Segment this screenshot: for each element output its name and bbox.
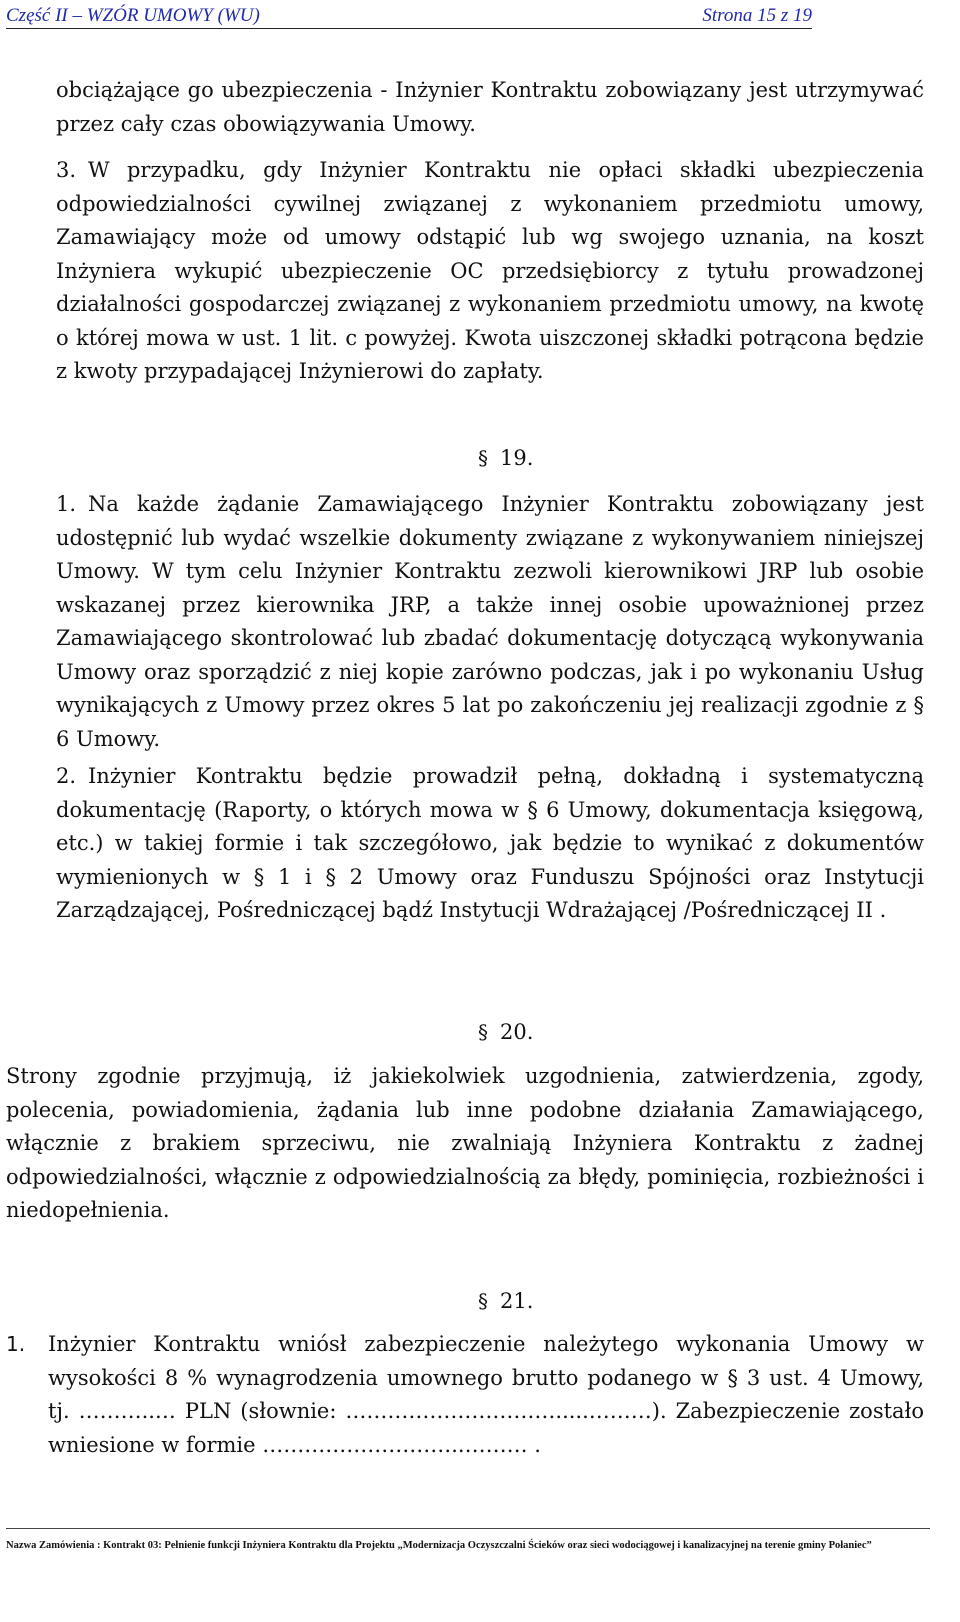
document-part-title: Część II – WZÓR UMOWY (WU) — [6, 5, 260, 26]
paragraph-item-3-text: W przypadku, gdy Inżynier Kontraktu nie opłaci składki ubezpieczenia odpowiedzialności cywilnej związanej z wykonaniem przedmiotu umowy, Zamawiający może od umowy odstąpić lub wg swojego uznania, na koszt Inżyniera wykupić ubezpieczenie OC przedsiębiorcy z tytułu prowadzonej działalności gospodarczej związanej z wykonaniem przedmiotu umowy, na kwotę o której mowa w ust. 1 lit. c powyżej. Kwota uiszczonej składki potrącona będzie z kwoty przypadającej Inżynierowi do zapłaty. — [56, 158, 924, 383]
section-number: 20. — [500, 1020, 534, 1044]
paragraph-sign: § — [478, 1020, 488, 1044]
page-number: Strona 15 z 19 — [702, 5, 812, 26]
item-number: 1. — [6, 1332, 26, 1356]
paragraph-continuation: obciążające go ubezpieczenia - Inżynier Kontraktu zobowiązany jest utrzymywać przez cały czas obowiązywania Umowy. — [56, 78, 924, 136]
paragraph-item-3 — [56, 154, 924, 389]
section-number: 21. — [500, 1289, 534, 1313]
paragraph-19-2: Inżynier Kontraktu będzie prowadził pełną, dokładną i systematyczną dokumentację (Raporty, o których mowa w § 6 Umowy, dokumentacja księgową, etc.) w takiej formie i tak szczegółowo, jak będzie to wynikać z dokumentów wymienionych w § 1 i § 2 Umowy oraz Funduszu Spójności oraz Instytucji Zarządzającej, Pośredniczącej bądź Instytucji Wdrażającej /Pośredniczącej II . — [56, 764, 924, 922]
page-header — [6, 2, 812, 29]
paragraph-20: Strony zgodnie przyjmują, iż jakiekolwiek uzgodnienia, zatwierdzenia, zgody, polecenia, powiadomienia, żądania lub inne podobne działania Zamawiającego, włącznie z brakiem sprzeciwu, nie zwalniają Inżyniera Kontraktu z żadnej odpowiedzialności, włącznie z odpowiedzialnością za błędy, pominięcia, rozbieżności i niedopełnienia. — [6, 1064, 924, 1222]
section-heading-21 — [478, 1286, 533, 1316]
section-number: 19. — [500, 446, 534, 470]
item-number: 1. — [56, 492, 77, 516]
item-number: 2. — [56, 764, 77, 788]
page-footer: Nazwa Zamówienia : Kontrakt 03: Pełnienie funkcji Inżyniera Kontraktu dla Projektu „Modernizacja Oczyszczalni Ścieków oraz sieci wodociągowej i kanalizacyjnej na terenie gminy Połaniec” — [6, 1528, 930, 1555]
section-heading-20 — [478, 1017, 533, 1047]
paragraph-sign: § — [478, 446, 488, 470]
paragraph-21-1: Inżynier Kontraktu wniósł zabezpieczenie należytego wykonania Umowy w wysokości 8 % wynagrodzenia umownego brutto podanego w § 3 ust. 4 Umowy, tj. ………..… PLN (słownie: ………………………….....………). Zabezpieczenie zostało wniesione w formie ………………………..……… . — [48, 1332, 924, 1457]
paragraph-19-1: Na każde żądanie Zamawiającego Inżynier Kontraktu zobowiązany jest udostępnić lub wydać wszelkie dokumenty związane z wykonywaniem niniejszej Umowy. W tym celu Inżynier Kontraktu zezwoli kierownikowi JRP lub osobie wskazanej przez kierownika JRP, a także innej osobie upoważnionej przez Zamawiającego skontrolować lub zbadać dokumentację dotyczącą wykonywania Umowy oraz sporządzić z niej kopie zarówno podczas, jak i po wykonaniu Usług wynikających z Umowy przez okres 5 lat po zakończeniu jej realizacji zgodnie z § 6 Umowy. — [56, 492, 924, 751]
item-number: 3. — [56, 158, 77, 182]
section-heading-19 — [478, 443, 533, 473]
paragraph-sign: § — [478, 1289, 488, 1313]
